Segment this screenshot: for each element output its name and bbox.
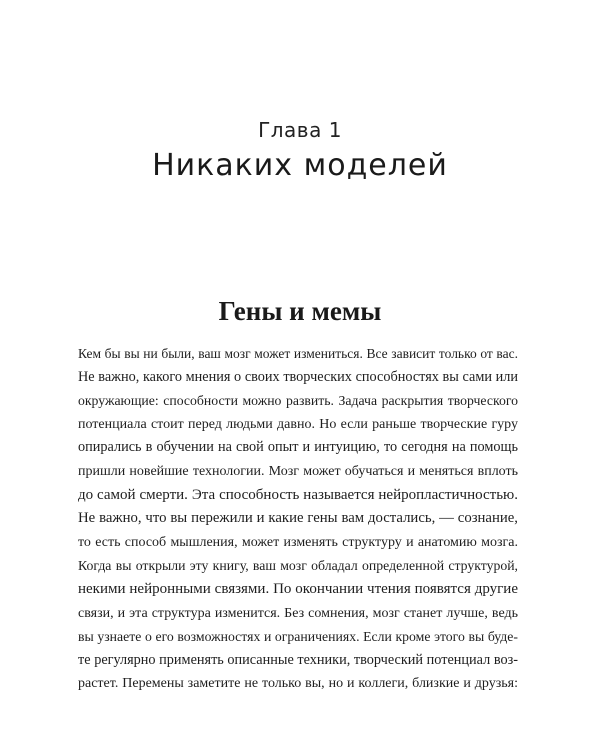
chapter-label: Глава 1 [258, 118, 342, 142]
chapter-title: Никаких моделей [152, 148, 448, 183]
text-line: потенциала стоит перед людьми давно. Но если раньше творческие гуру [78, 416, 518, 432]
text-line: Не важно, какого мнения о своих творческих способностях вы сами или [78, 368, 518, 385]
text-line: Не важно, что вы пережили и какие гены вам достались, — сознание, [78, 510, 518, 527]
text-line: связи, и эта структура изменится. Без сомнения, мозг станет лучше, ведь [78, 605, 518, 621]
section-heading: Гены и мемы [218, 296, 382, 326]
text-line: растет. Перемены заметите не только вы, но и коллеги, близкие и друзья: [78, 676, 518, 692]
text-line: опирались в обучении на свой опыт и интуицию, то сегодня на помощь [78, 439, 518, 456]
text-line: некими нейронными связями. По окончании чтения появятся другие [78, 580, 518, 597]
text-line: пришли новейшие технологии. Мозг может обучаться и меняться вплоть [78, 463, 518, 479]
body-paragraph [78, 342, 518, 696]
text-line: окружающие: способности можно развить. Задача раскрытия творческого [78, 393, 518, 409]
text-line: те регулярно применять описанные техники, творческий потенциал воз- [78, 651, 518, 668]
text-line: Когда вы открыли эту книгу, ваш мозг обладал определенной структурой, [78, 558, 518, 574]
text-line: до самой смерти. Эта способность называется нейропластичностью. [78, 486, 518, 503]
text-line: вы узнаете о его возможностях и ограничениях. Если кроме этого вы буде- [78, 629, 518, 645]
text-line: Кем бы вы ни были, ваш мозг может измениться. Все зависит только от вас. [78, 346, 518, 361]
text-line: то есть способ мышления, может изменять структуру и анатомию мозга. [78, 534, 518, 550]
